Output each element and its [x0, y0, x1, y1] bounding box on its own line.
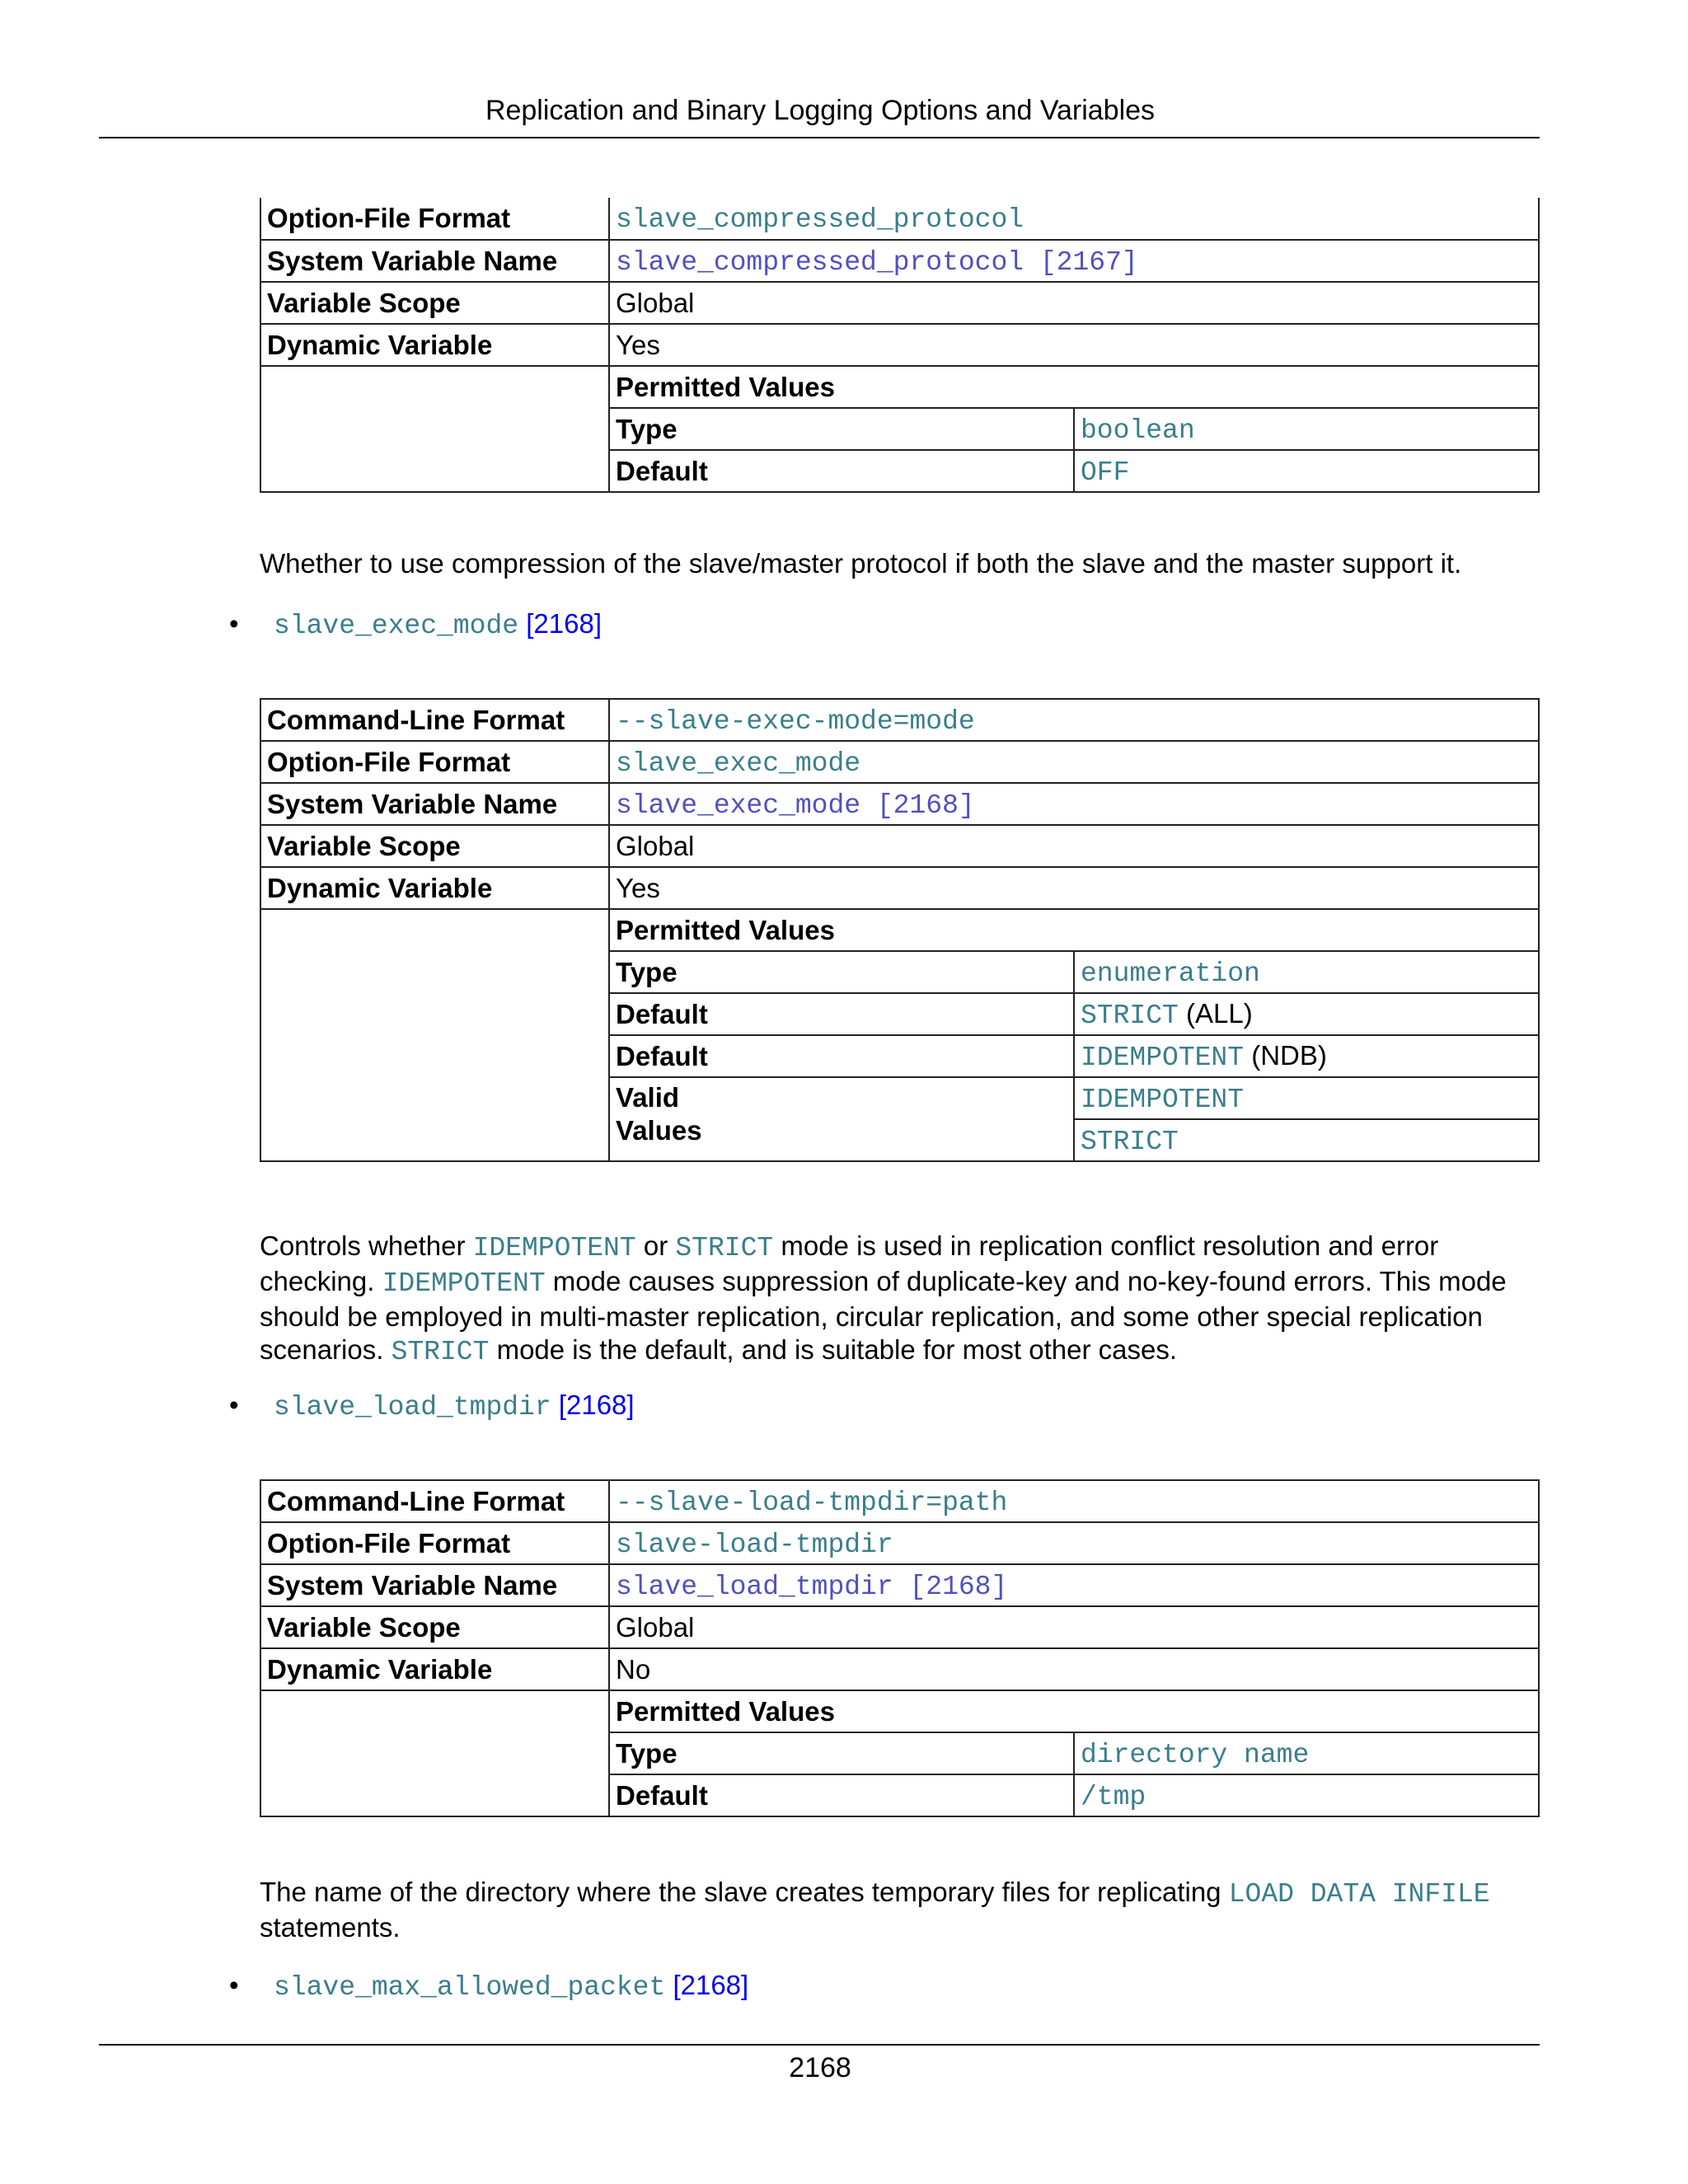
variable-scope-label: Variable Scope	[260, 282, 609, 324]
table-row	[260, 783, 1539, 825]
table-row	[260, 240, 1539, 282]
table-row	[260, 867, 1539, 909]
options-table-slave-exec-mode	[260, 698, 1540, 1162]
default-value-note: (NDB)	[1244, 1039, 1327, 1071]
variable-scope-label: Variable Scope	[260, 1606, 609, 1648]
dynamic-variable-value: Yes	[609, 867, 1539, 909]
header-rule	[99, 137, 1540, 138]
system-variable-name-link[interactable]: slave_load_tmpdir [2168]	[616, 1571, 1008, 1602]
bullet-icon: •	[229, 1390, 239, 1420]
dynamic-variable-value: No	[609, 1648, 1539, 1690]
type-label: Type	[609, 1732, 1074, 1774]
table-row	[260, 699, 1539, 741]
table-row	[260, 1690, 1539, 1732]
text-run: or	[635, 1230, 676, 1261]
empty-cell	[260, 366, 609, 492]
system-variable-name-label: System Variable Name	[260, 240, 609, 282]
command-line-format-value: --slave-exec-mode=mode	[616, 705, 975, 737]
empty-cell	[260, 909, 609, 1161]
permitted-values-label: Permitted Values	[609, 1690, 1539, 1732]
table-row	[260, 198, 1539, 240]
type-value: boolean	[1081, 415, 1195, 446]
default-value-note: (ALL)	[1178, 997, 1253, 1029]
options-table-slave-compressed-protocol	[260, 198, 1540, 493]
description-paragraph	[260, 1876, 1545, 1944]
page-reference-link[interactable]: [2168]	[558, 1390, 635, 1420]
code-idempotent: IDEMPOTENT	[472, 1233, 636, 1263]
default-value-code: IDEMPOTENT	[1081, 1042, 1245, 1073]
code-strict: STRICT	[675, 1233, 774, 1263]
table-row	[260, 1648, 1539, 1690]
empty-cell	[260, 1690, 609, 1816]
default-value: /tmp	[1081, 1781, 1146, 1812]
table-row	[260, 1606, 1539, 1648]
permitted-values-label: Permitted Values	[609, 366, 1539, 408]
default-value: OFF	[1081, 457, 1130, 488]
code-idempotent: IDEMPOTENT	[382, 1268, 546, 1299]
valid-values-label-line2: Values	[616, 1115, 702, 1146]
valid-values-label-line1: Valid	[616, 1082, 680, 1113]
variable-scope-value: Global	[609, 1606, 1539, 1648]
option-file-format-value: slave-load-tmpdir	[616, 1529, 893, 1560]
command-line-format-label: Command-Line Format	[260, 699, 609, 741]
footer-rule	[99, 2044, 1540, 2046]
variable-scope-value: Global	[609, 825, 1539, 867]
bullet-icon: •	[229, 1970, 239, 2000]
table-row	[260, 1522, 1539, 1564]
command-line-format-label: Command-Line Format	[260, 1480, 609, 1522]
system-variable-name-link[interactable]: slave_compressed_protocol [2167]	[616, 246, 1138, 278]
variable-name-link[interactable]: slave_load_tmpdir	[274, 1392, 551, 1422]
table-row	[260, 741, 1539, 783]
type-value: enumeration	[1081, 958, 1260, 989]
option-file-format-label: Option-File Format	[260, 1522, 609, 1564]
valid-values-label	[609, 1077, 1074, 1161]
type-value: directory name	[1081, 1739, 1310, 1770]
table-row	[260, 825, 1539, 867]
dynamic-variable-label: Dynamic Variable	[260, 324, 609, 366]
variable-scope-label: Variable Scope	[260, 825, 609, 867]
table-row	[260, 366, 1539, 408]
type-label: Type	[609, 408, 1074, 450]
default-label: Default	[609, 1035, 1074, 1077]
table-row	[260, 324, 1539, 366]
system-variable-name-label: System Variable Name	[260, 1564, 609, 1606]
default-label: Default	[609, 450, 1074, 492]
text-run: statements.	[260, 1912, 401, 1943]
variable-name-link[interactable]: slave_max_allowed_packet	[274, 1972, 666, 2003]
table-row	[260, 1564, 1539, 1606]
options-table-slave-load-tmpdir	[260, 1479, 1540, 1817]
option-file-format-value: slave_compressed_protocol	[616, 204, 1025, 235]
page-reference-link[interactable]: [2168]	[673, 1970, 749, 2000]
valid-value: STRICT	[1081, 1126, 1179, 1157]
option-file-format-label: Option-File Format	[260, 198, 609, 240]
dynamic-variable-value: Yes	[609, 324, 1539, 366]
page-number: 2168	[789, 2052, 851, 2083]
page-header-title: Replication and Binary Logging Options and Variables	[485, 95, 1156, 126]
permitted-values-label: Permitted Values	[609, 909, 1539, 951]
system-variable-name-link[interactable]: slave_exec_mode [2168]	[616, 790, 975, 821]
default-label: Default	[609, 993, 1074, 1035]
option-file-format-value: slave_exec_mode	[616, 748, 861, 779]
text-run: Controls whether	[260, 1230, 473, 1261]
code-strict: STRICT	[391, 1337, 490, 1367]
variable-scope-value: Global	[609, 282, 1539, 324]
text-run: mode is the default, and is suitable for most other cases.	[489, 1334, 1178, 1365]
description-paragraph	[260, 1230, 1545, 1369]
option-file-format-label: Option-File Format	[260, 741, 609, 783]
description-paragraph: Whether to use compression of the slave/master protocol if both the slave and the master support it.	[260, 548, 1462, 579]
text-run: mode causes suppression of duplicate-key and no-key-found errors. This mode should be employed in multi-master replication, circular replication, and some other special replication scenarios.	[260, 1266, 1507, 1365]
text-run: mode is used in replication conflict resolution and error checking.	[260, 1230, 1439, 1296]
bullet-icon: •	[229, 608, 239, 639]
command-line-format-value: --slave-load-tmpdir=path	[616, 1487, 1008, 1518]
code-load-data-infile: LOAD DATA INFILE	[1228, 1879, 1490, 1910]
dynamic-variable-label: Dynamic Variable	[260, 1648, 609, 1690]
type-label: Type	[609, 951, 1074, 993]
table-row	[260, 282, 1539, 324]
dynamic-variable-label: Dynamic Variable	[260, 867, 609, 909]
variable-name-link[interactable]: slave_exec_mode	[274, 611, 519, 641]
valid-value: IDEMPOTENT	[1081, 1084, 1245, 1115]
default-label: Default	[609, 1774, 1074, 1816]
system-variable-name-label: System Variable Name	[260, 783, 609, 825]
page-reference-link[interactable]: [2168]	[526, 608, 602, 639]
default-value-code: STRICT	[1081, 1000, 1179, 1031]
table-row	[260, 1480, 1539, 1522]
text-run: The name of the directory where the slave creates temporary files for replicating	[260, 1877, 1229, 1907]
table-row	[260, 909, 1539, 951]
